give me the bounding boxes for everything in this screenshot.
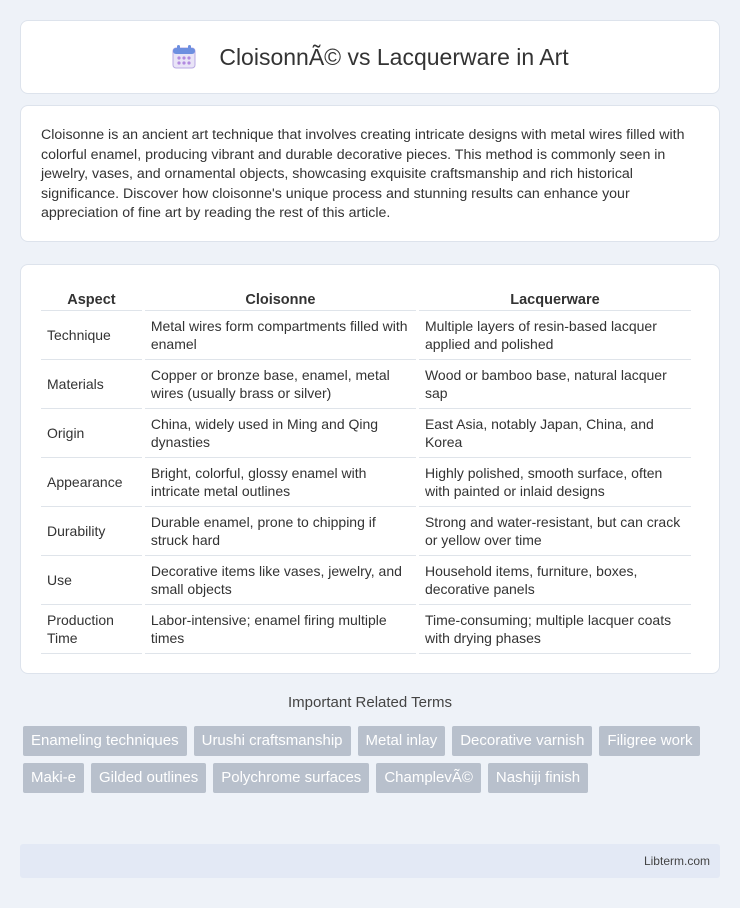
cloisonne-cell: China, widely used in Ming and Qing dynasties [145, 409, 416, 458]
table-row [41, 556, 691, 605]
comparison-table [38, 285, 694, 654]
comparison-table-card [20, 264, 720, 674]
lacquerware-cell: Wood or bamboo base, natural lacquer sap [419, 360, 691, 409]
lacquerware-cell: Multiple layers of resin-based lacquer applied and polished [419, 311, 691, 360]
related-tag[interactable]: Metal inlay [358, 726, 446, 756]
related-tag[interactable]: Nashiji finish [488, 763, 588, 793]
header-lacquerware: Lacquerware [419, 285, 691, 311]
table-row [41, 507, 691, 556]
cloisonne-cell: Durable enamel, prone to chipping if struck hard [145, 507, 416, 556]
related-tag[interactable]: Filigree work [599, 726, 700, 756]
footer [20, 844, 720, 878]
related-terms-tags [23, 726, 723, 800]
row-aspect: Origin [41, 409, 142, 458]
table-row [41, 360, 691, 409]
row-aspect: Production Time [41, 605, 142, 654]
header-cloisonne: Cloisonne [145, 285, 416, 311]
row-aspect: Appearance [41, 458, 142, 507]
title-card [20, 20, 720, 94]
related-tag[interactable]: Urushi craftsmanship [194, 726, 351, 756]
cloisonne-cell: Decorative items like vases, jewelry, and small objects [145, 556, 416, 605]
table-row [41, 605, 691, 654]
lacquerware-cell: Strong and water-resistant, but can crack or yellow over time [419, 507, 691, 556]
cloisonne-cell: Metal wires form compartments filled with enamel [145, 311, 416, 360]
lacquerware-cell: East Asia, notably Japan, China, and Korea [419, 409, 691, 458]
lacquerware-cell: Household items, furniture, boxes, decorative panels [419, 556, 691, 605]
related-tag[interactable]: Decorative varnish [452, 726, 592, 756]
cloisonne-cell: Copper or bronze base, enamel, metal wires (usually brass or silver) [145, 360, 416, 409]
header-aspect: Aspect [41, 285, 142, 311]
related-terms-title: Important Related Terms [288, 694, 452, 711]
row-aspect: Durability [41, 507, 142, 556]
calendar-icon [171, 44, 197, 70]
related-tag[interactable]: Gilded outlines [91, 763, 206, 793]
table-row [41, 311, 691, 360]
related-tag[interactable]: Maki-e [23, 763, 84, 793]
cloisonne-cell: Labor-intensive; enamel firing multiple times [145, 605, 416, 654]
page-title: CloisonnÃ© vs Lacquerware in Art [219, 43, 569, 70]
table-header-row [41, 285, 691, 311]
row-aspect: Use [41, 556, 142, 605]
row-aspect: Materials [41, 360, 142, 409]
table-row [41, 458, 691, 507]
intro-card [20, 105, 720, 242]
footer-link[interactable]: Libterm.com [643, 854, 710, 868]
lacquerware-cell: Highly polished, smooth surface, often with painted or inlaid designs [419, 458, 691, 507]
table-row [41, 409, 691, 458]
row-aspect: Technique [41, 311, 142, 360]
related-tag[interactable]: Polychrome surfaces [213, 763, 369, 793]
related-tag[interactable]: Enameling techniques [23, 726, 187, 756]
intro-text: Cloisonne is an ancient art technique that involves creating intricate designs with metal wires filled with colorful enamel, producing vibrant and durable decorative pieces. This method is commonly seen in jewelry, vases, and ornamental objects, showcasing exquisite craftsmanship and rich historical significance. Discover how cloisonne's unique process and stunning results can enhance your appreciation of fine art by reading the rest of this article. [41, 127, 685, 222]
related-tag[interactable]: ChamplevÃ© [376, 763, 481, 793]
cloisonne-cell: Bright, colorful, glossy enamel with intricate metal outlines [145, 458, 416, 507]
lacquerware-cell: Time-consuming; multiple lacquer coats with drying phases [419, 605, 691, 654]
